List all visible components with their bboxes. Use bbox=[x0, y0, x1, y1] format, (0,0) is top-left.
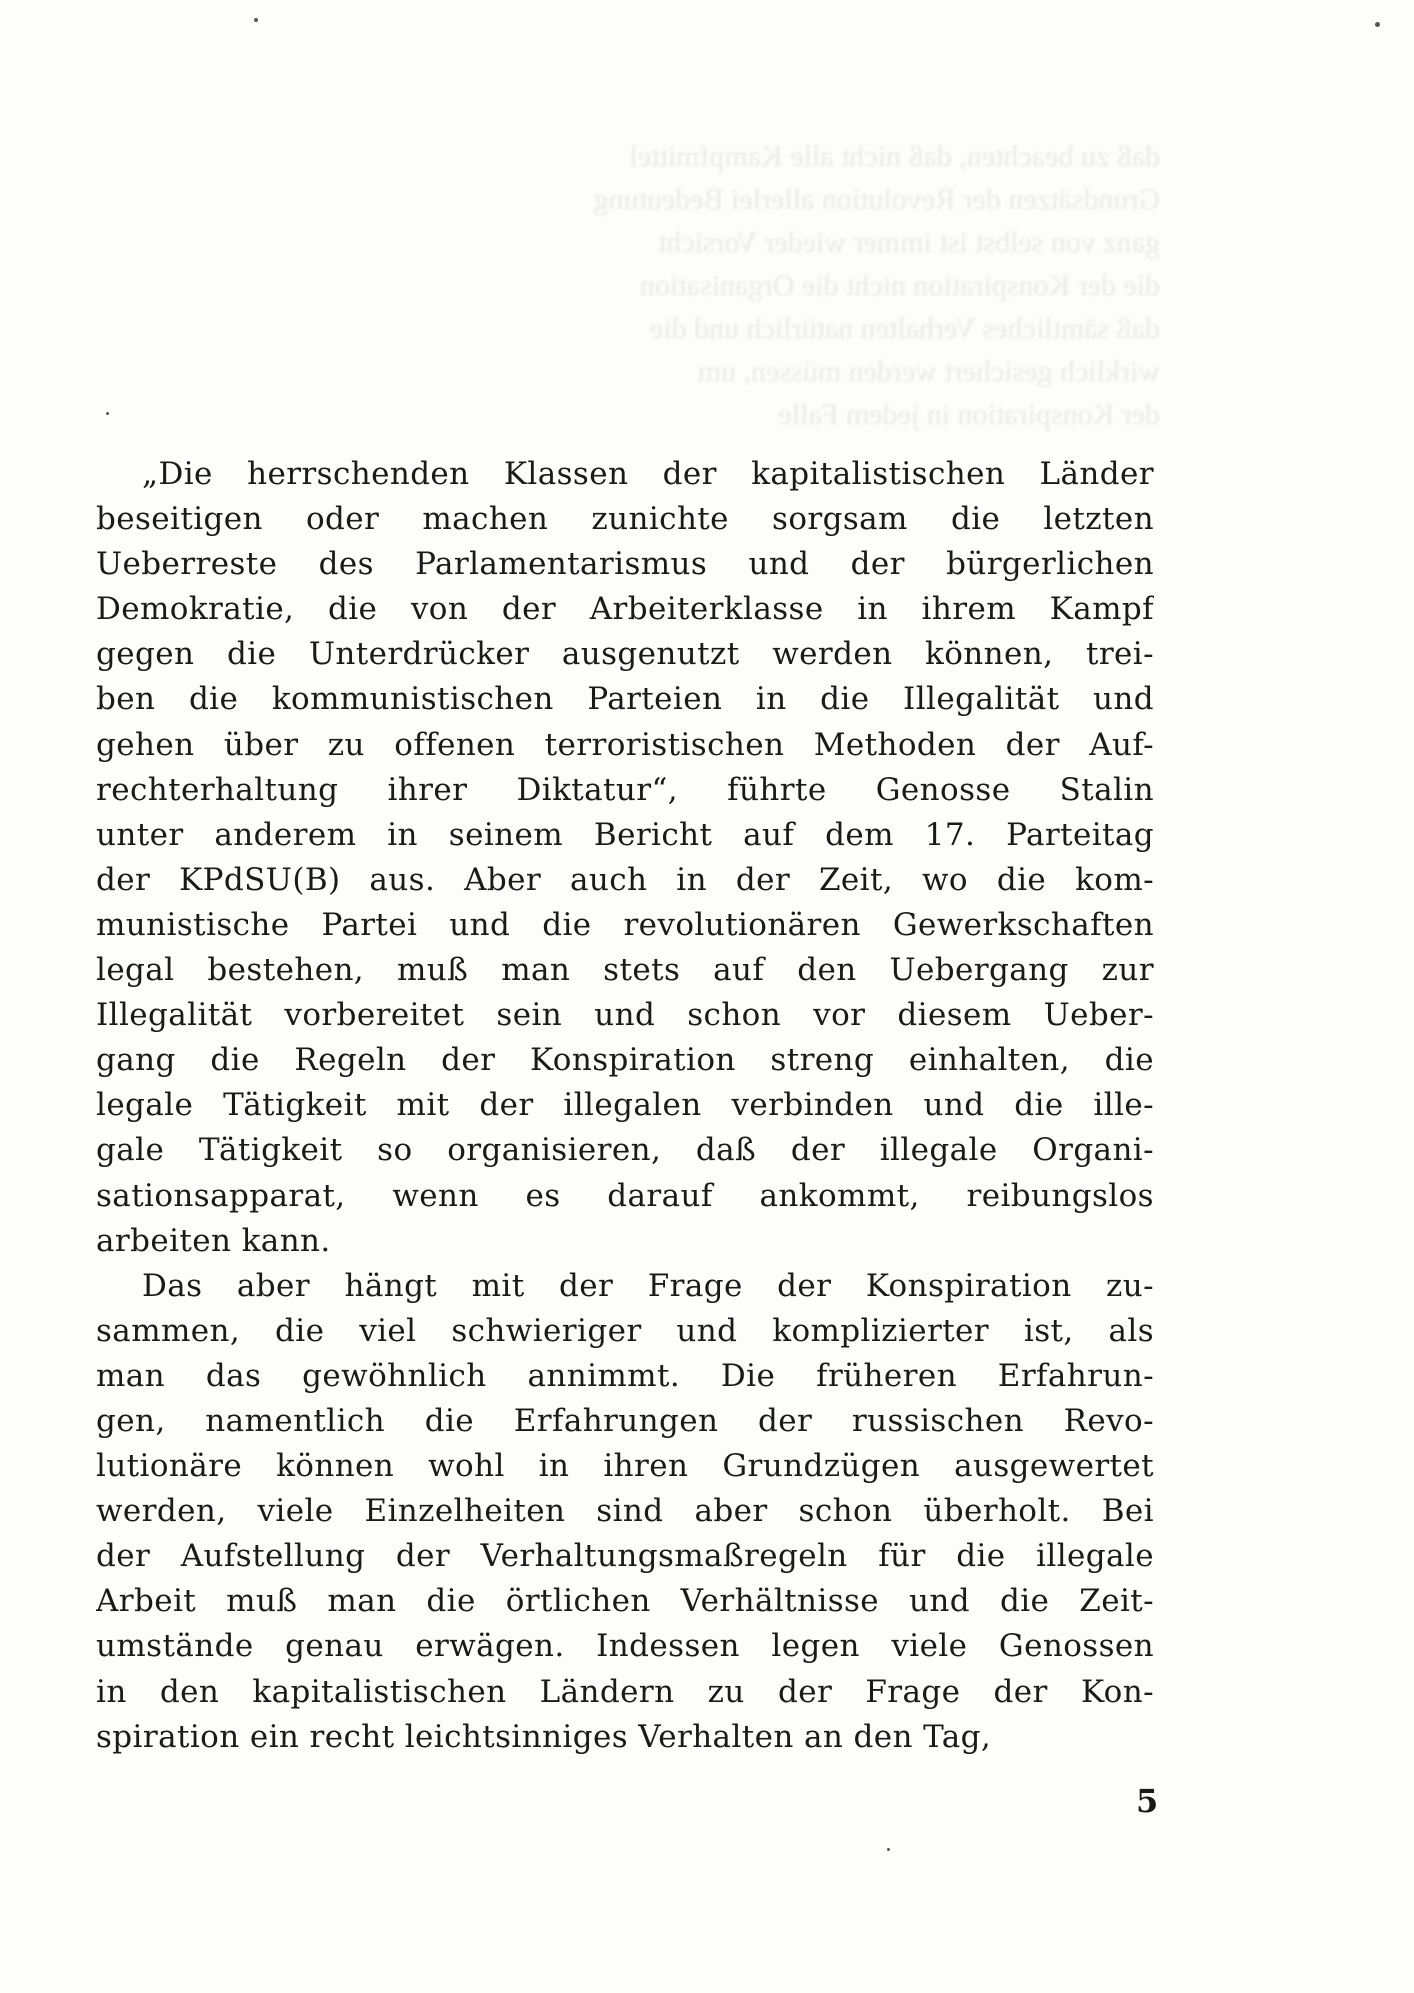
text-line: Ueberreste des Parlamentarismus und der bürgerlichen bbox=[96, 546, 1154, 583]
text-line: der KPdSU(B) aus. Aber auch in der Zeit, wo die kom- bbox=[96, 861, 1154, 898]
print-speck bbox=[1375, 22, 1380, 27]
text-line: gale Tätigkeit so organisieren, daß der illegale Organi- bbox=[96, 1132, 1154, 1169]
text-line: Demokratie, die von der Arbeiterklasse in ihrem Kampf bbox=[96, 591, 1154, 628]
text-line: Arbeit muß man die örtlichen Verhältnisse und die Zeit- bbox=[96, 1583, 1154, 1620]
text-line: gang die Regeln der Konspiration streng einhalten, die bbox=[96, 1042, 1154, 1079]
text-line: spiration ein recht leichtsinniges Verhalten an den Tag, bbox=[96, 1718, 992, 1755]
text-line: umstände genau erwägen. Indessen legen viele Genossen bbox=[96, 1628, 1154, 1665]
text-line: „Die herrschenden Klassen der kapitalistischen Länder bbox=[142, 456, 1154, 492]
text-line: arbeiten kann. bbox=[96, 1222, 331, 1259]
text-line: gegen die Unterdrücker ausgenutzt werden können, trei- bbox=[96, 636, 1154, 673]
text-line: gen, namentlich die Erfahrungen der russischen Revo- bbox=[96, 1402, 1154, 1439]
text-line: der Aufstellung der Verhaltungsmaßregeln für die illegale bbox=[96, 1538, 1154, 1575]
text-line: rechterhaltung ihrer Diktatur“, führte Genosse Stalin bbox=[96, 771, 1154, 808]
text-line: unter anderem in seinem Bericht auf dem 17. Parteitag bbox=[96, 816, 1154, 853]
paragraph bbox=[96, 1264, 1154, 1760]
text-line: man das gewöhnlich annimmt. Die früheren Erfahrun- bbox=[96, 1357, 1154, 1394]
text-line: gehen über zu offenen terroristischen Methoden der Auf- bbox=[96, 726, 1154, 763]
text-line: werden, viele Einzelheiten sind aber schon überholt. Bei bbox=[96, 1493, 1154, 1530]
text-line: sationsapparat, wenn es darauf ankommt, reibungslos bbox=[96, 1177, 1154, 1214]
text-line: munistische Partei und die revolutionären Gewerkschaften bbox=[96, 906, 1154, 943]
text-line: legale Tätigkeit mit der illegalen verbinden und die ille- bbox=[96, 1087, 1154, 1124]
bleed-through-text: daß zu beachten, daß nicht alle Kampfmittel Grundsätzen der Revolution allerlei Bedeutung ganz von selbst ist immer wieder Vorsicht die der Konspiration nicht die Organisation daß sämtliches Verhalten natürlich und die wirklich gesichert werden müssen, um der Konspiration in jedem Falle bbox=[593, 140, 1160, 431]
text-line: beseitigen oder machen zunichte sorgsam die letzten bbox=[96, 501, 1154, 538]
text-line: legal bestehen, muß man stets auf den Uebergang zur bbox=[96, 952, 1154, 989]
text-line: Das aber hängt mit der Frage der Konspiration zu- bbox=[142, 1267, 1154, 1304]
paragraph bbox=[96, 452, 1154, 1264]
text-line: sammen, die viel schwieriger und komplizierter ist, als bbox=[96, 1312, 1154, 1349]
text-line: in den kapitalistischen Ländern zu der Frage der Kon- bbox=[96, 1673, 1154, 1710]
page-number: 5 bbox=[1136, 1782, 1159, 1820]
body-text bbox=[96, 452, 1154, 1760]
text-line: ben die kommunistischen Parteien in die Illegalität und bbox=[96, 681, 1154, 718]
text-line: lutionäre können wohl in ihren Grundzügen ausgewertet bbox=[96, 1448, 1154, 1485]
print-speck bbox=[106, 412, 109, 415]
print-speck bbox=[887, 1848, 890, 1851]
text-line: Illegalität vorbereitet sein und schon vor diesem Ueber- bbox=[96, 997, 1154, 1034]
print-speck bbox=[254, 18, 258, 22]
